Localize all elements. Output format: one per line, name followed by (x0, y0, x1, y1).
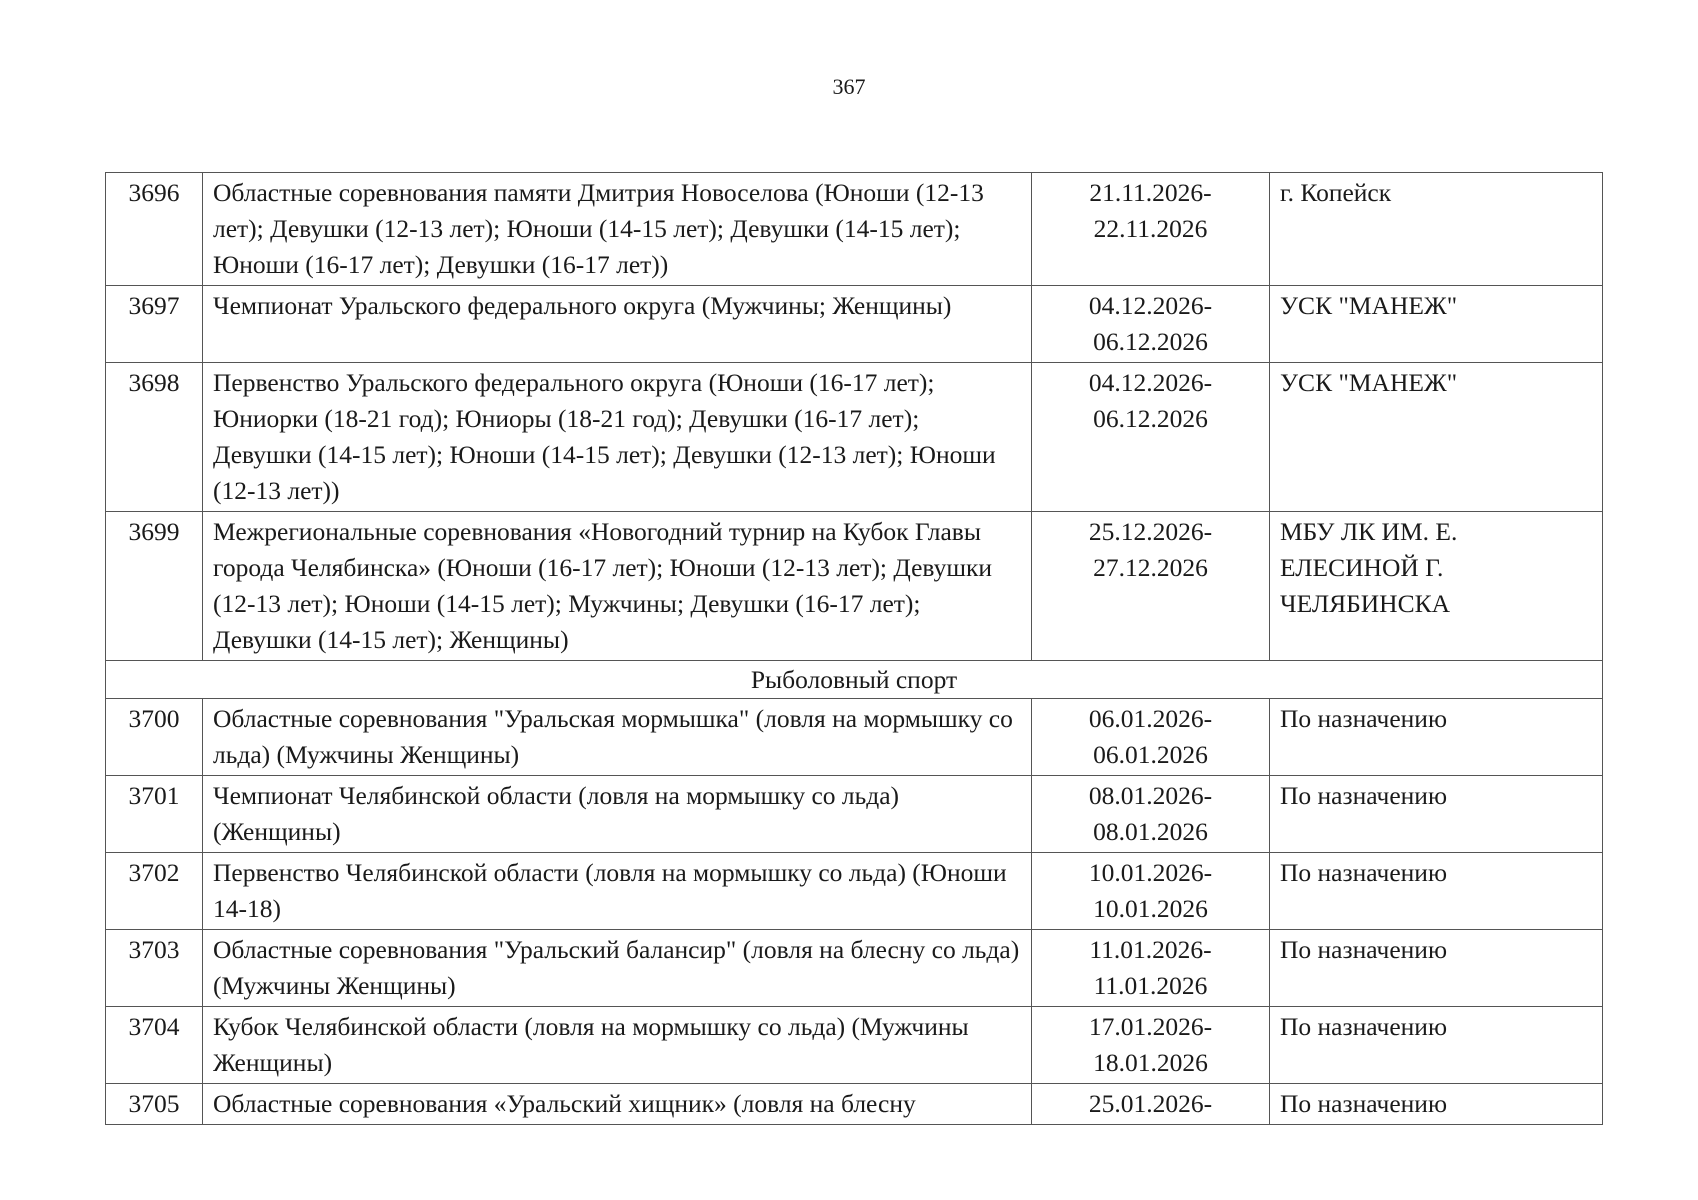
section-header-row (106, 661, 1603, 699)
event-name: Областные соревнования "Уральский балансир" (ловля на блесну со льда) (Мужчины Женщины) (203, 930, 1032, 1007)
event-dates (1032, 930, 1270, 1007)
table-row (106, 512, 1603, 661)
date-to: 27.12.2026 (1093, 553, 1208, 582)
event-dates (1032, 853, 1270, 930)
date-from: 04.12.2026- (1088, 291, 1213, 320)
event-dates (1032, 173, 1270, 286)
date-to: 06.01.2026 (1093, 740, 1208, 769)
date-from: 25.01.2026- (1088, 1089, 1213, 1118)
date-from: 21.11.2026- (1089, 178, 1212, 207)
page-number: 367 (832, 74, 866, 99)
event-place: По назначению (1270, 1007, 1603, 1084)
event-number: 3703 (106, 930, 203, 1007)
event-place: МБУ ЛК ИМ. Е. ЕЛЕСИНОЙ Г. ЧЕЛЯБИНСКА (1270, 512, 1603, 661)
event-number: 3698 (106, 363, 203, 512)
event-place: г. Копейск (1270, 173, 1603, 286)
date-from: 08.01.2026- (1088, 781, 1213, 810)
event-name: Кубок Челябинской области (ловля на мормышку со льда) (Мужчины Женщины) (203, 1007, 1032, 1084)
event-dates (1032, 512, 1270, 661)
table-row (106, 363, 1603, 512)
events-table (105, 172, 1603, 1125)
table-row (106, 1084, 1603, 1125)
event-place: По назначению (1270, 930, 1603, 1007)
date-from: 04.12.2026- (1088, 368, 1213, 397)
event-place: УСК "МАНЕЖ" (1270, 286, 1603, 363)
event-name: Первенство Уральского федерального округа (Юноши (16-17 лет); Юниорки (18-21 год); Юниоры (18-21 год); Девушки (16-17 лет); Девушки (14-15 лет); Юноши (14-15 лет); Девушки (12-13 лет); Юноши (12-13 лет)) (203, 363, 1032, 512)
date-to: 06.12.2026 (1093, 404, 1208, 433)
table-row (106, 1007, 1603, 1084)
event-number: 3701 (106, 776, 203, 853)
table-row (106, 699, 1603, 776)
event-dates (1032, 699, 1270, 776)
event-place: По назначению (1270, 699, 1603, 776)
event-name: Первенство Челябинской области (ловля на мормышку со льда) (Юноши 14-18) (203, 853, 1032, 930)
event-dates (1032, 363, 1270, 512)
date-to: 11.01.2026 (1093, 971, 1208, 1000)
table-row (106, 930, 1603, 1007)
event-number: 3702 (106, 853, 203, 930)
date-to: 22.11.2026 (1093, 214, 1208, 243)
event-dates (1032, 1007, 1270, 1084)
date-to: 18.01.2026 (1093, 1048, 1208, 1077)
event-place: По назначению (1270, 853, 1603, 930)
event-number: 3704 (106, 1007, 203, 1084)
table-row (106, 173, 1603, 286)
date-to: 06.12.2026 (1093, 327, 1208, 356)
event-number: 3697 (106, 286, 203, 363)
event-name: Областные соревнования "Уральская мормышка" (ловля на мормышку со льда) (Мужчины Женщины) (203, 699, 1032, 776)
event-number: 3696 (106, 173, 203, 286)
date-from: 11.01.2026- (1089, 935, 1212, 964)
event-dates (1032, 286, 1270, 363)
event-name: Чемпионат Челябинской области (ловля на мормышку со льда) (Женщины) (203, 776, 1032, 853)
table-row (106, 853, 1603, 930)
date-from: 06.01.2026- (1088, 704, 1213, 733)
event-place: По назначению (1270, 1084, 1603, 1125)
event-name: Областные соревнования «Уральский хищник» (ловля на блесну (203, 1084, 1032, 1125)
event-number: 3699 (106, 512, 203, 661)
date-from: 10.01.2026- (1088, 858, 1213, 887)
table-row (106, 776, 1603, 853)
section-title: Рыболовный спорт (106, 661, 1603, 699)
event-place: По назначению (1270, 776, 1603, 853)
date-to: 08.01.2026 (1093, 817, 1208, 846)
date-from: 17.01.2026- (1088, 1012, 1213, 1041)
event-place: УСК "МАНЕЖ" (1270, 363, 1603, 512)
event-name: Областные соревнования памяти Дмитрия Новоселова (Юноши (12-13 лет); Девушки (12-13 лет); Юноши (14-15 лет); Девушки (14-15 лет); Юноши (16-17 лет); Девушки (16-17 лет)) (203, 173, 1032, 286)
event-name: Межрегиональные соревнования «Новогодний турнир на Кубок Главы города Челябинска» (Юноши (16-17 лет); Юноши (12-13 лет); Девушки (12-13 лет); Юноши (14-15 лет); Мужчины; Девушки (16-17 лет); Девушки (14-15 лет); Женщины) (203, 512, 1032, 661)
event-number: 3700 (106, 699, 203, 776)
table-row (106, 286, 1603, 363)
date-to: 10.01.2026 (1093, 894, 1208, 923)
event-name: Чемпионат Уральского федерального округа (Мужчины; Женщины) (203, 286, 1032, 363)
date-from: 25.12.2026- (1088, 517, 1213, 546)
event-dates (1032, 1084, 1270, 1125)
event-number: 3705 (106, 1084, 203, 1125)
event-dates (1032, 776, 1270, 853)
